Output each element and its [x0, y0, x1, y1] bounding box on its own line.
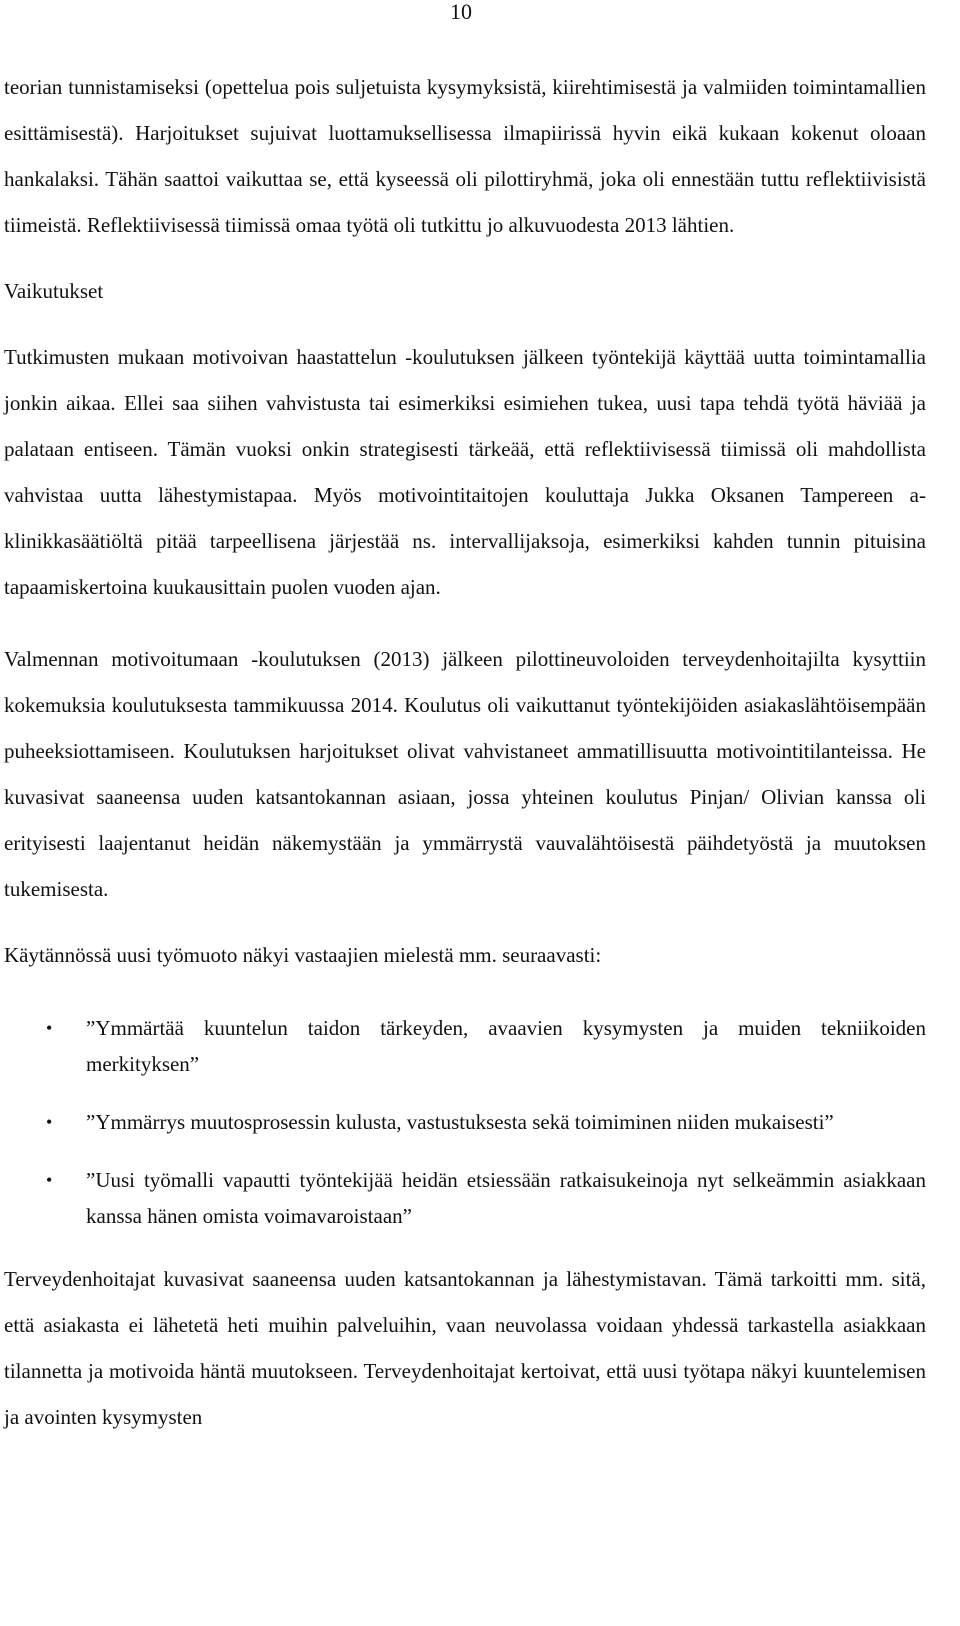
list-item-text: ”Ymmärrys muutosprosessin kulusta, vastustuksesta sekä toimiminen niiden mukaisesti”	[86, 1110, 834, 1134]
bullet-icon: •	[46, 1112, 53, 1132]
paragraph-list-intro: Käytännössä uusi työmuoto näkyi vastaajien mielestä mm. seuraavasti:	[4, 943, 602, 967]
list-item-text: ”Ymmärtää kuuntelun taidon tärkeyden, avaavien kysymysten ja muiden tekniikoiden merkityksen”	[86, 1016, 926, 1076]
paragraph-feedback: Valmennan motivoitumaan -koulutuksen (2013) jälkeen pilottineuvoloiden terveydenhoitajilta kysyttiin kokemuksia koulutuksesta tammikuussa 2014. Koulutus oli vaikuttanut työntekijöiden asiakaslähtöisempään puheeksiottamiseen. Koulutuksen harjoitukset olivat vahvistaneet ammatillisuutta motivointitilanteissa. He kuvasivat saaneensa uuden katsantokannan asiaan, jossa yhteinen koulutus Pinjan/ Olivian kanssa oli erityisesti laajentanut heidän näkemystään ja ymmärrystä vauvalähtöisestä päihdetyöstä ja muutoksen tukemisesta.	[4, 647, 926, 901]
list-item	[4, 1104, 926, 1140]
page-number: 10	[450, 0, 472, 24]
bullet-icon: •	[46, 1170, 53, 1190]
section-heading: Vaikutukset	[4, 279, 104, 303]
paragraph-intro: teorian tunnistamiseksi (opettelua pois suljetuista kysymyksistä, kiirehtimisestä ja valmiiden toimintamallien esittämisestä). Harjoitukset sujuivat luottamuksellisessa ilmapiirissä hyvin eikä kukaan kokenut oloaan hankalaksi. Tähän saattoi vaikuttaa se, että kyseessä oli pilottiryhmä, joka oli ennestään tuttu reflektiivisistä tiimeistä. Reflektiivisessä tiimissä omaa työtä oli tutkittu jo alkuvuodesta 2013 lähtien.	[4, 75, 926, 237]
list-item	[4, 1010, 926, 1082]
list-item	[4, 1162, 926, 1234]
paragraph-conclusion: Terveydenhoitajat kuvasivat saaneensa uuden katsantokannan ja lähestymistavan. Tämä tarkoitti mm. sitä, että asiakasta ei lähetetä heti muihin palveluihin, vaan neuvolassa voidaan yhdessä tarkastella asiakkaan tilannetta ja motivoida häntä muutokseen. Terveydenhoitajat kertoivat, että uusi työtapa näkyi kuuntelemisen ja avointen kysymysten	[4, 1267, 926, 1429]
document-body	[4, 64, 926, 1440]
quote-list	[4, 1010, 926, 1234]
bullet-icon: •	[46, 1018, 53, 1038]
list-item-text: ”Uusi työmalli vapautti työntekijää heidän etsiessään ratkaisukeinoja nyt selkeämmin asiakkaan kanssa hänen omista voimavaroistaan”	[86, 1168, 926, 1228]
paragraph-research: Tutkimusten mukaan motivoivan haastattelun -koulutuksen jälkeen työntekijä käyttää uutta toimintamallia jonkin aikaa. Ellei saa siihen vahvistusta tai esimerkiksi esimiehen tukea, uusi tapa tehdä työtä häviää ja palataan entiseen. Tämän vuoksi onkin strategisesti tärkeää, että reflektiivisessä tiimissä oli mahdollista vahvistaa uutta lähestymistapaa. Myös motivointitaitojen kouluttaja Jukka Oksanen Tampereen a-klinikkasäätiöltä pitää tarpeellisena järjestää ns. intervallijaksoja, esimerkiksi kahden tunnin pituisina tapaamiskertoina kuukausittain puolen vuoden ajan.	[4, 345, 926, 599]
